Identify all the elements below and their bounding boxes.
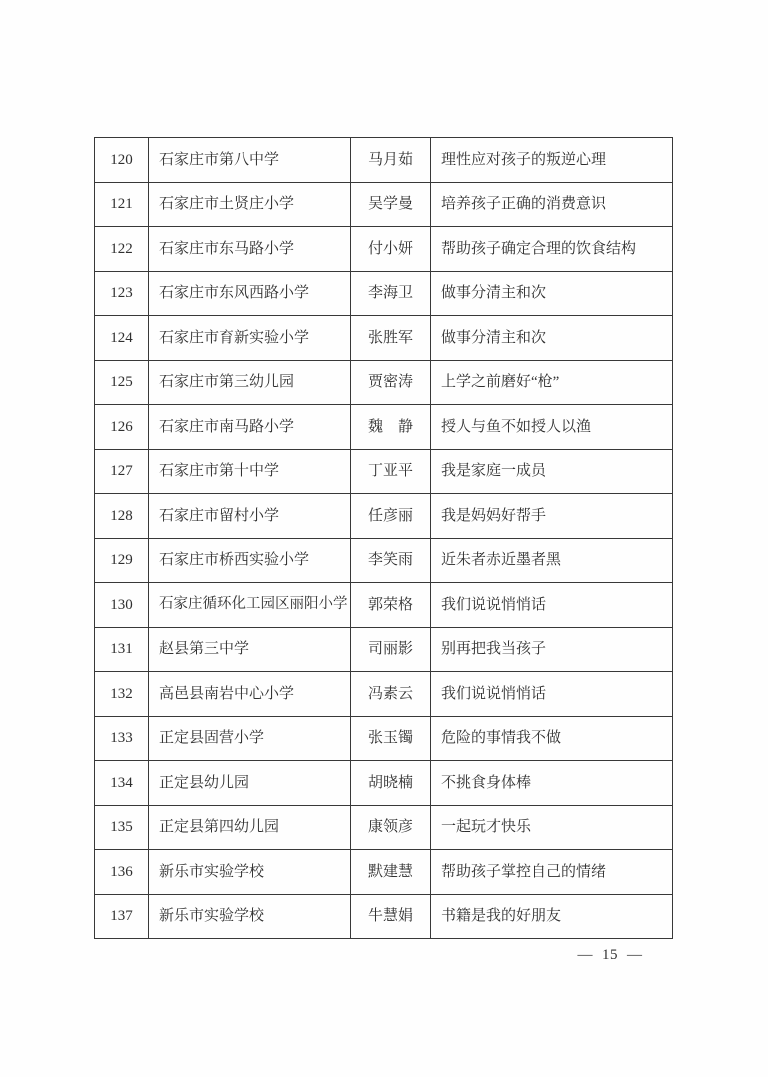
cell-school: 石家庄循环化工园区丽阳小学: [149, 583, 351, 628]
cell-school: 石家庄市土贤庄小学: [149, 182, 351, 227]
cell-name: 任彦丽: [351, 494, 431, 539]
cell-number: 130: [95, 583, 149, 628]
table-row: [95, 672, 673, 717]
cell-school: 赵县第三中学: [149, 627, 351, 672]
cell-title: 做事分清主和次: [431, 316, 673, 361]
cell-title: 我们说说悄悄话: [431, 672, 673, 717]
cell-school: 石家庄市东马路小学: [149, 227, 351, 272]
cell-number: 126: [95, 405, 149, 450]
page-footer: [555, 945, 665, 965]
cell-school: 新乐市实验学校: [149, 894, 351, 939]
table-row: [95, 182, 673, 227]
table-row: [95, 494, 673, 539]
cell-name: 马月茹: [351, 138, 431, 183]
cell-number: 128: [95, 494, 149, 539]
cell-school: 新乐市实验学校: [149, 850, 351, 895]
cell-number: 135: [95, 805, 149, 850]
cell-name: 郭荣格: [351, 583, 431, 628]
cell-number: 137: [95, 894, 149, 939]
cell-number: 131: [95, 627, 149, 672]
table-row: [95, 716, 673, 761]
cell-title: 我是家庭一成员: [431, 449, 673, 494]
table-row: [95, 850, 673, 895]
cell-title: 帮助孩子掌控自己的情绪: [431, 850, 673, 895]
cell-number: 134: [95, 761, 149, 806]
cell-title: 我们说说悄悄话: [431, 583, 673, 628]
cell-number: 123: [95, 271, 149, 316]
cell-title: 理性应对孩子的叛逆心理: [431, 138, 673, 183]
cell-title: 不挑食身体棒: [431, 761, 673, 806]
cell-number: 121: [95, 182, 149, 227]
table-row: [95, 227, 673, 272]
cell-title: 培养孩子正确的消费意识: [431, 182, 673, 227]
cell-title: 授人与鱼不如授人以渔: [431, 405, 673, 450]
cell-school: 石家庄市东风西路小学: [149, 271, 351, 316]
table-row: [95, 271, 673, 316]
footer-dash-left: —: [577, 946, 593, 963]
cell-number: 122: [95, 227, 149, 272]
cell-number: 125: [95, 360, 149, 405]
cell-name: 吴学曼: [351, 182, 431, 227]
table-body: [95, 138, 673, 939]
cell-name: 李海卫: [351, 271, 431, 316]
cell-title: 危险的事情我不做: [431, 716, 673, 761]
cell-school: 正定县第四幼儿园: [149, 805, 351, 850]
table-row: [95, 360, 673, 405]
table-row: [95, 761, 673, 806]
cell-name: 康领彦: [351, 805, 431, 850]
cell-number: 124: [95, 316, 149, 361]
cell-name: 丁亚平: [351, 449, 431, 494]
cell-school: 石家庄市第八中学: [149, 138, 351, 183]
cell-number: 132: [95, 672, 149, 717]
cell-title: 近朱者赤近墨者黑: [431, 538, 673, 583]
footer-dash-right: —: [627, 946, 643, 963]
cell-number: 120: [95, 138, 149, 183]
table-row: [95, 538, 673, 583]
cell-name: 冯素云: [351, 672, 431, 717]
table-row: [95, 805, 673, 850]
cell-name: 司丽影: [351, 627, 431, 672]
cell-name: 付小妍: [351, 227, 431, 272]
cell-school: 高邑县南岩中心小学: [149, 672, 351, 717]
cell-school: 正定县固营小学: [149, 716, 351, 761]
cell-name: 胡晓楠: [351, 761, 431, 806]
cell-name: 牛慧娟: [351, 894, 431, 939]
table-row: [95, 316, 673, 361]
cell-school: 石家庄市桥西实验小学: [149, 538, 351, 583]
cell-number: 127: [95, 449, 149, 494]
cell-title: 一起玩才快乐: [431, 805, 673, 850]
cell-title: 别再把我当孩子: [431, 627, 673, 672]
roster-table: [94, 137, 673, 939]
cell-title: 做事分清主和次: [431, 271, 673, 316]
cell-school: 石家庄市育新实验小学: [149, 316, 351, 361]
cell-name: 李笑雨: [351, 538, 431, 583]
page-number: 15: [602, 946, 618, 963]
cell-school: 石家庄市第十中学: [149, 449, 351, 494]
cell-name: 魏 静: [351, 405, 431, 450]
cell-school: 石家庄市南马路小学: [149, 405, 351, 450]
cell-name: 张胜军: [351, 316, 431, 361]
cell-title: 上学之前磨好“枪”: [431, 360, 673, 405]
cell-name: 张玉镯: [351, 716, 431, 761]
cell-name: 默建慧: [351, 850, 431, 895]
cell-title: 帮助孩子确定合理的饮食结构: [431, 227, 673, 272]
cell-number: 133: [95, 716, 149, 761]
cell-number: 136: [95, 850, 149, 895]
table-row: [95, 405, 673, 450]
cell-number: 129: [95, 538, 149, 583]
cell-title: 书籍是我的好朋友: [431, 894, 673, 939]
table-row: [95, 894, 673, 939]
cell-school: 石家庄市第三幼儿园: [149, 360, 351, 405]
cell-title: 我是妈妈好帮手: [431, 494, 673, 539]
cell-name: 贾密涛: [351, 360, 431, 405]
table-row: [95, 627, 673, 672]
table-row: [95, 138, 673, 183]
table-row: [95, 449, 673, 494]
cell-school: 正定县幼儿园: [149, 761, 351, 806]
table-row: [95, 583, 673, 628]
cell-school: 石家庄市留村小学: [149, 494, 351, 539]
